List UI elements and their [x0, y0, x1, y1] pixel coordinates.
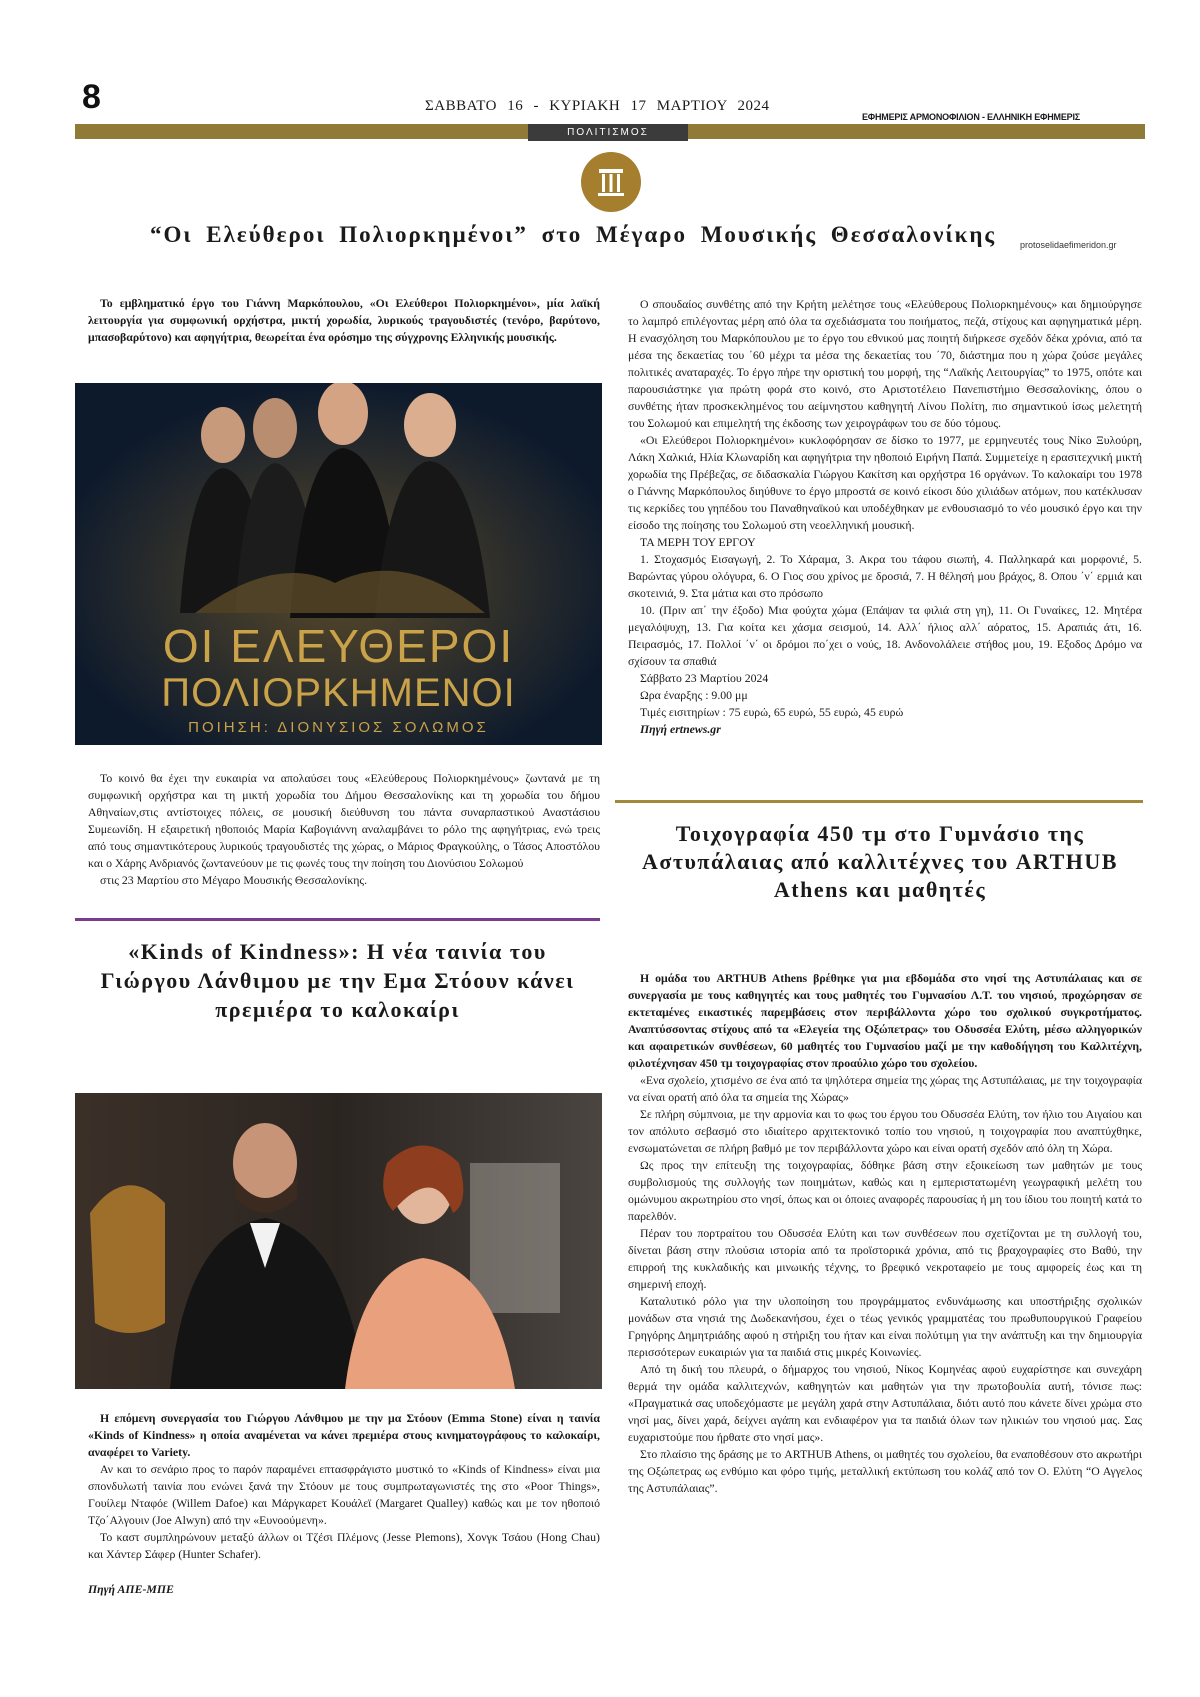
body-paragraph: Το καστ συμπληρώνουν μεταξύ άλλων οι Τζέσι Πλέμονς (Jesse Plemons), Χονγκ Τσάου (Hong Chau) και Χάντερ Σάφερ (Hunter Schafer). — [88, 1530, 600, 1561]
section-label: ΠΟΛΙΤΙΣΜΟΣ — [528, 124, 688, 141]
event-time: Ωρα έναρξης : 9.00 μμ — [640, 688, 748, 702]
body-paragraph: Καταλυτικό ρόλο για την υλοποίηση του προγράμματος ενδυνάμωσης και υποστήριξης σχολικών μονάδων στα νησιά της Δωδεκανήσου, έχει ο τέως γενικός γραμματέας του πρωθυπουργικού Γραφείου Γρηγόρης Δημητριάδης αφού η στήριξη του ήταν και είναι πολύτιμη για την ανάπτυξη και την δημιουργία περισσότερων ευκαιριών για τα παιδιά στις μικρές Κοινωνίες. — [628, 1294, 1142, 1359]
body-paragraph: Στο πλαίσιο της δράσης με το ARTHUB Athens, οι μαθητές του σχολείου, θα εναποθέσουν στο ακρωτήρι της Οξώπετρας ως ενθύμιο και φόρο τιμής, μεταλλική εκτύπωση του κολάζ από τον Ο. Ελύτη “Ο Αγγελος της Αστυπάλαιας”. — [628, 1447, 1142, 1495]
article-body — [628, 970, 1142, 1497]
poster-title-second-line: ΠΟΛΙΟΡΚΗΜΕΝΟΙ — [161, 671, 516, 715]
body-paragraph: Το κοινό θα έχει την ευκαιρία να απολαύσει τους «Ελεύθερους Πολιορκημένους» ζωντανά με τη συμφωνική ορχήστρα και τη μικτή χορωδία του Δήμου Θεσσαλονίκης και τη χορωδία του δήμου Αθηναίων,στις αντίστοιχες πόλεις, σε μουσική διεύθυνση του πάντα συναρπαστικού Αναστάσιου Συμεωνίδη. Η εξαιρετική ηθοποιός Μαρία Καβογιάννη αναλαμβάνει το ρόλο της αφηγήτριας, ενώ τρεις από τους σημαντικότερους λυρικούς τραγουδιστές της χώρας, ο Μάριος Φραγκούλης, ο Τάσος Αποστόλου και ο Χάρης Ανδριανός ζωντανεύουν με τις φωνές τους την ποίηση του Διονύσιου Σολωμού — [88, 771, 600, 870]
issue-date: ΣΑΒΒΑΤΟ 16 - ΚΥΡΙΑΚΗ 17 ΜΑΡΤΙΟΥ 2024 — [425, 98, 770, 114]
photo-figures — [75, 1093, 602, 1389]
poster-subtitle: ΠΟΙΗΣΗ: ΔΙΟΝΥΣΙΟΣ ΣΟΛΩΜΟΣ — [188, 719, 489, 736]
article-body-right — [628, 296, 1142, 738]
body-paragraph: Σε πλήρη σύμπνοια, με την αρμονία και το φως του έργου του Οδυσσέα Ελύτη, τον ήλιο του Αιγαίου και τον απόλυτο σεβασμό στο ιδιαίτερο αρχιτεκτονικό τοπίο του νησιού, η τοιχογραφία που αναπτύχθηκε, ενσωματώνεται σε πλήρη βαθμό με τον περιβάλλοντα χώρο και είναι ορατή σχεδόν από όλη τη Χώρα. — [628, 1107, 1142, 1155]
article-headline: “Οι Ελεύθεροι Πολιορκημένοι” στο Μέγαρο Μουσικής Θεσσαλονίκης — [150, 222, 997, 247]
body-paragraph: «Ενα σχολείο, χτισμένο σε ένα από τα ψηλότερα σημεία της χώρας της Αστυπάλαιας, με την τοιχογραφία να είναι ορατή από όλα τα σημεία της Χώρας» — [628, 1073, 1142, 1104]
premiere-photo — [75, 1093, 602, 1389]
article-source: Πηγή ΑΠΕ-ΜΠΕ — [88, 1582, 174, 1596]
parts-list: 1. Στοχασμός Εισαγωγή, 2. Το Χάραμα, 3. Ακρα του τάφου σιωπή, 4. Παλληκαρά και μορφονιέ, 5. Βαρώντας γύρου ολόγυρα, 6. Ο Γιος σου χρίνος με δροσιά, 7. Η θέλησή μου βράχος, 8. Οπου ΄ν΄ ερμιά και σκοτεινιά, 9. Στα μάτια και στο πρόσωπο — [628, 552, 1142, 600]
article-lede: Η επόμενη συνεργασία του Γιώργου Λάνθιμου με την μα Στόουν (Emma Stone) είναι η ταινία «Kinds of Kindness» η οποία αναμένεται να κάνει πρεμιέρα στους κινηματογράφους το καλοκαίρι, αναφέρει το Variety. — [88, 1411, 600, 1459]
body-paragraph: Ως προς την επίτευξη της τοιχογραφίας, δόθηκε βάση στην εξοικείωση των μαθητών με τους συμβολισμούς της συλλογής των ποιημάτων, καθώς και η εμπεριστατωμένη γεωγραφική μελέτη του ομώνυμου ακρωτηρίου στο νησί, όπως και οι όποιες αναφορές παρουσίας ή μη του ίδιου του ποιητή κατά το παρελθόν. — [628, 1158, 1142, 1223]
parts-heading: ΤΑ ΜΕΡΗ ΤΟΥ ΕΡΓΟΥ — [640, 535, 756, 549]
article-lede: Το εμβληματικό έργο του Γιάννη Μαρκόπουλου, «Οι Ελεύθεροι Πολιορκημένοι», μία λαϊκή λειτουργία για συμφωνική ορχήστρα, μικτή χορωδία, λυρικούς τραγουδιστές (τενόρο, βαρύτονο, μπασοβαρύτονο) και αφηγήτρια, θεωρείται ένα ορόσημο της σύγχρονης Ελληνικής μουσικής. — [88, 296, 600, 344]
section-divider — [615, 800, 1143, 803]
body-paragraph: Ο σπουδαίος συνθέτης από την Κρήτη μελέτησε τους «Ελεύθερους Πολιορκημένους» και δημιούργησε το λαμπρό επιλέγοντας μέρη από όλα τα σχεδιάσματα του ποιήματος, πεζά, στίχους και αφηγηματικά μέρη. Η ενασχόληση του Μαρκόπουλου με το έργο του εθνικού μας ποιητή διήρκεσε σχεδόν δέκα χρόνια, από τα μέσα της δεκαετίας του ΄60 μέχρι τα μέσα της δεκαετίας του ΄70, διάστημα που η χώρα ζούσε μεγάλες πολιτικές αναταραχές. Το έργο πήρε την οριστική του μορφή, της “Λαϊκής Λειτουργίας” το 1975, οπότε και παρουσιάστηκε για πρώτη φορά στο κοινό, στο Αριστοτέλειο Πανεπιστήμιο Θεσσαλονίκης, όπου ο συνθέτης ήταν προσκεκλημένος του αείμνηστου καθηγητή Λίνου Πολίτη, πιο σημαντικού ίσως μελετητή του Σολωμού και επιμελητή της έκδοσης των χειρογράφων του σε δύο τόμους. — [628, 297, 1142, 430]
watermark-url: protoselidaefimeridon.gr — [1020, 240, 1117, 250]
section-divider — [75, 918, 600, 921]
body-paragraph: Αν και το σενάριο προς το παρόν παραμένει επτασφράγιστο μυστικό το «Kinds of Kindness» είναι μια σπονδυλωτή ταινία που ενώνει ξανά την Στόουν με τους συμπρωταγωνιστές της στο «Poor Things», Γουίλεμ Νταφόε (Willem Dafoe) και Μάργκαρετ Κουάλεϊ (Margaret Qualley) καθώς και με τον ηθοποιό Τζο΄Αλγουιν (Joe Alwyn) από την «Ευνοούμενη». — [88, 1462, 600, 1527]
event-date: Σάββατο 23 Μαρτίου 2024 — [640, 671, 769, 685]
body-paragraph: «Οι Ελεύθεροι Πολιορκημένοι» κυκλοφόρησαν σε δίσκο το 1977, με ερμηνευτές τους Νίκο Ξυλούρη, Λάκη Χαλκιά, Ηλία Κλωναρίδη και αφηγήτρια την ηθοποιό Ειρήνη Παπά. Συμμετείχε η ερασιτεχνική μικτή χορωδία της Πρέβεζας, σε διδασκαλία Γιώργου Κακίτση και ορχήστρα 16 οργάνων. Το καλοκαίρι του 1978 ο Γιάννης Μαρκόπουλος διηύθυνε το έργο μπροστά σε κοινό είκοσι δύο χιλιάδων ατόμων, που κατέκλυσαν τις κερκίδες του γηπέδου του Παναθηναϊκού και υποδέχθηκαν με ενθουσιασμό το νέο μουσικό έργο και την είσοδο της ποίησης του Σολωμού στη νεοελληνική μουσική. — [628, 433, 1142, 532]
article-body — [88, 1410, 600, 1563]
article-lede: Η ομάδα του ARTHUB Athens βρέθηκε για μια εβδομάδα στο νησί της Αστυπάλαιας και σε συνεργασία με τους καθηγητές και τους μαθητές του Γυμνασίου Λ.Τ. του νησιού, προχώρησαν σε εκτεταμένες εικαστικές παρεμβάσεις στον περιβάλλοντα χώρο του σχολικού συγκροτήματος. Αναπτύσσοντας στίχους από τα «Ελεγεία της Οξώπετρας» του Οδυσσέα Ελύτη, μέσω αλληγορικών και αφαιρετικών συνθέσεων, 60 μαθητές του Γυμνασίου μαζί με την καθοδήγηση του Καλλιτέχνη, φιλοτέχνησαν 450 τμ τοιχογραφίας στον προαύλιο χώρο του σχολείου. — [628, 971, 1142, 1070]
article-headline: «Kinds of Kindness»: Η νέα ταινία του Γιώργου Λάνθιμου με την Εμα Στόουν κάνει πρεμιέρα το καλοκαίρι — [100, 939, 575, 1022]
article-headline: Τοιχογραφία 450 τμ στο Γυμνάσιο της Αστυπάλαιας από καλλιτέχνες του ARTHUB Athens και μαθητές — [642, 821, 1118, 902]
article-body-left — [88, 770, 600, 889]
body-paragraph: Πέραν του πορτραίτου του Οδυσσέα Ελύτη και των συνθέσεων που σχετίζονται με τη συλλογή του, δίνεται βάση στην πλούσια ιστορία από τα προϊστορικά χρόνια, από τις βραχογραφίες στο Βαθύ, την επιρροή της κυκλαδικής και μινωικής τέχνης, το βρεφικό νεκροταφείο με τους αμφορείς έως και τη σημερινή εποχή. — [628, 1226, 1142, 1291]
article-source: Πηγή ertnews.gr — [640, 722, 721, 736]
column-logo-icon — [581, 152, 641, 212]
page-number: 8 — [82, 78, 101, 116]
masthead: ΕΦΗΜΕΡΙΣ ΑΡΜΟΝΟΦΙΛΙΟΝ - ΕΛΛΗΝΙΚΗ ΕΦΗΜΕΡΙΣ — [862, 112, 1080, 122]
body-paragraph: Από τη δική του πλευρά, ο δήμαρχος του νησιού, Νίκος Κομηνέας αφού ευχαρίστησε και συνεχάρη θερμά την ομάδα καλλιτεχνών, καθηγητών και μαθητών για την πρωτοβουλία αυτή, τόνισε πως: «Πραγματικά σας υποδεχόμαστε με μεγάλη χαρά στην Αστυπάλαια, διότι αυτό που κάνετε δίνει χρώμα στο νησί μας, δίνει χαρά, δείχνει αγάπη και ενδιαφέρον για τα παιδιά όλων των ηλικιών του νησιού μας. Σας ευχαριστούμε που ήρθατε στο νησί μας». — [628, 1362, 1142, 1444]
body-paragraph: στις 23 Μαρτίου στο Μέγαρο Μουσικής Θεσσαλονίκης. — [100, 873, 368, 887]
poster-title: ΟΙ ΕΛΕΥΘΕΡΟΙ — [162, 620, 515, 672]
parts-list: 10. (Πριν απ΄ την έξοδο) Μια φούχτα χώμα (Επάψαν τα φιλιά στη γη), 11. Οι Γυναίκες, 12. Μητέρα μεγαλόψυχη, 13. Για κοίτα κει χάσμα σεισμού, 14. Αλλ΄ ήλιος αλλ΄ αόρατος, 15. Αραπιάς άτι, 16. Πειρασμός, 17. Πολλοί ΄ν΄ οι δρόμοι πο΄χει ο νούς, 18. Ανδονολάλειε στήθος μου, 19. Εξοδος Δρόμο να σχίσουν τα σπαθιά — [628, 603, 1142, 668]
event-prices: Τιμές εισιτηρίων : 75 ευρώ, 65 ευρώ, 55 ευρώ, 45 ευρώ — [640, 705, 904, 719]
concert-poster — [75, 383, 602, 745]
